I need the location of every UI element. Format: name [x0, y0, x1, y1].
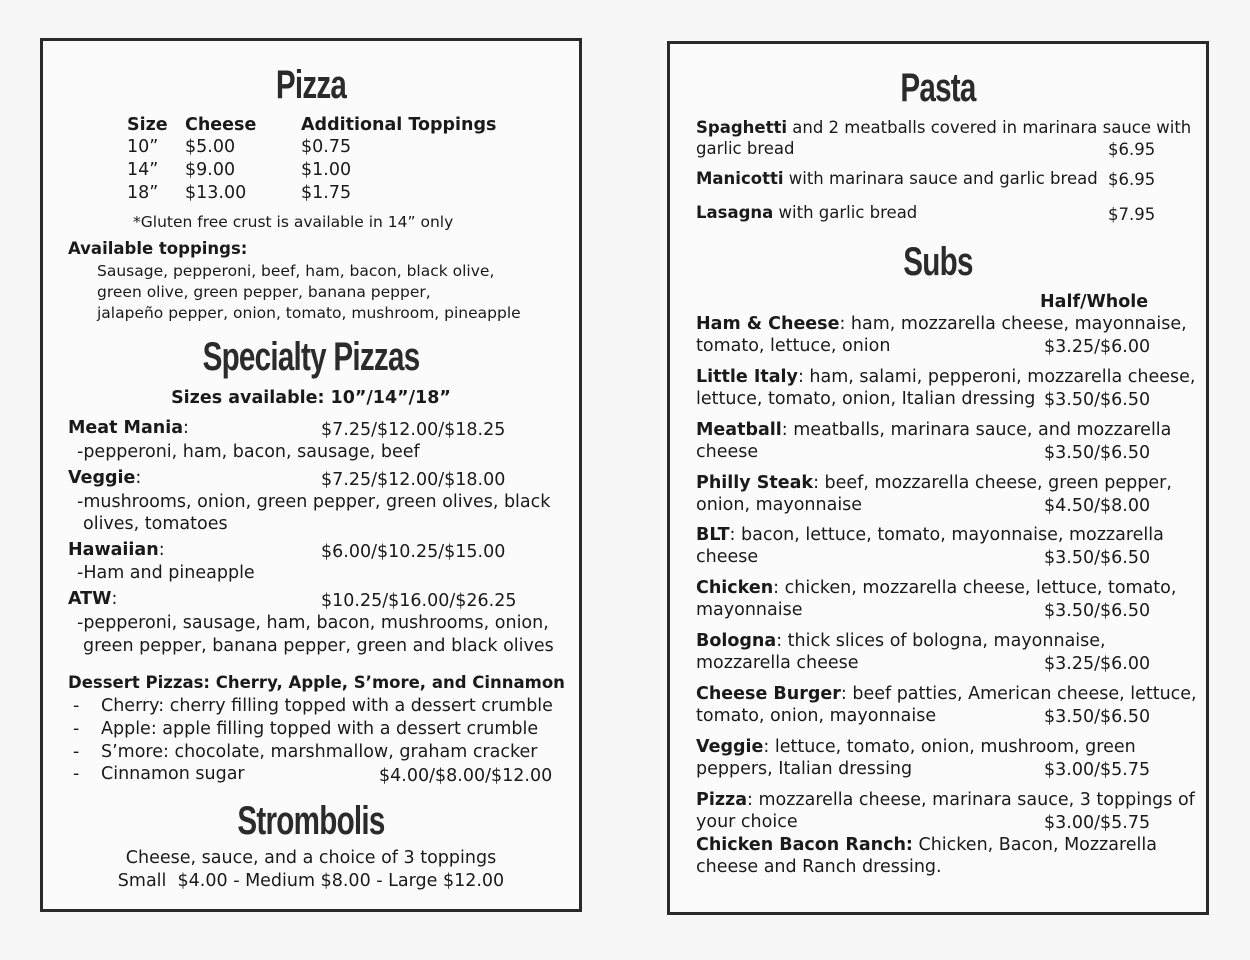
dessert-heading: Dessert Pizzas: Cherry, Apple, S’more, and Cinnamon — [68, 673, 565, 692]
dessert-bullet: - — [73, 742, 80, 762]
item-name: Pizza — [696, 790, 748, 810]
dessert-item: Cherry: cherry filling topped with a dessert crumble — [101, 696, 553, 716]
item-name: Meatball — [696, 420, 782, 440]
sub-item — [696, 630, 1106, 652]
pizza-topping-price: $1.00 — [301, 160, 352, 180]
item-price: $7.95 — [1108, 205, 1156, 224]
item-description: -mushrooms, onion, green pepper, green olives, black — [77, 492, 551, 512]
pizza-cheese-price: $13.00 — [185, 183, 247, 203]
specialty-item: Meat Mania: — [68, 418, 189, 438]
item-price: $3.50/$6.50 — [1044, 390, 1151, 410]
item-description: : bacon, lettuce, tomato, mayonnaise, mozzarella — [729, 525, 1164, 545]
pasta-item — [696, 202, 917, 223]
item-description: peppers, Italian dressing — [696, 759, 913, 779]
item-description: mozzarella cheese — [696, 653, 859, 673]
toppings-heading: Available toppings: — [68, 239, 248, 258]
pasta-item — [696, 117, 1191, 138]
item-price: $7.25/$12.00/$18.00 — [321, 470, 506, 490]
pasta-heading: Pasta — [900, 66, 976, 110]
half-whole-label: Half/Whole — [1040, 292, 1149, 312]
sizes-available: Sizes available: 10”/14”/18” — [171, 388, 451, 408]
pizza-cheese-price: $5.00 — [185, 137, 236, 157]
dessert-bullet: - — [73, 719, 80, 739]
sub-item — [696, 366, 1195, 388]
specialty-heading: Specialty Pizzas — [202, 335, 420, 379]
item-price: $10.25/$16.00/$26.25 — [321, 591, 517, 611]
subs-heading: Subs — [903, 240, 973, 284]
sub-item — [696, 683, 1197, 705]
item-name: Lasagna — [696, 203, 774, 222]
item-price: $3.00/$5.75 — [1044, 760, 1151, 780]
item-description: : chicken, mozzarella cheese, lettuce, tomato, — [773, 578, 1177, 598]
item-description: mayonnaise — [696, 600, 803, 620]
gluten-free-note: *Gluten free crust is available in 14” only — [133, 213, 454, 231]
item-name: Meat Mania — [68, 418, 184, 438]
item-name: Hawaiian — [68, 540, 159, 560]
item-description: with marinara sauce and garlic bread — [783, 169, 1098, 188]
item-name: Manicotti — [696, 169, 784, 188]
toppings-list-line: green olive, green pepper, banana pepper, — [97, 283, 431, 301]
item-description: garlic bread — [696, 139, 795, 158]
pizza-col-toppings: Additional Toppings — [301, 115, 497, 135]
item-description: Chicken, Bacon, Mozzarella — [912, 835, 1157, 855]
item-price: $3.50/$6.50 — [1044, 707, 1151, 727]
item-name: Bologna — [696, 631, 777, 651]
item-name: Philly Steak — [696, 473, 814, 493]
item-price: $3.00/$5.75 — [1044, 813, 1151, 833]
specialty-item: Veggie: — [68, 468, 142, 488]
sub-item — [696, 577, 1176, 599]
dessert-item: Apple: apple filling topped with a dessert crumble — [101, 719, 539, 739]
item-description: your choice — [696, 812, 798, 832]
item-description: cheese — [696, 442, 759, 462]
pizza-size: 18” — [127, 183, 159, 203]
sub-item — [696, 834, 1157, 856]
item-price: $6.95 — [1108, 140, 1156, 159]
item-description: : ham, salami, pepperoni, mozzarella cheese, — [797, 367, 1196, 387]
item-description: onion, mayonnaise — [696, 495, 863, 515]
strombolis-description: Cheese, sauce, and a choice of 3 toppings — [125, 848, 497, 868]
item-name: ATW — [68, 589, 112, 609]
item-name: Veggie — [68, 468, 136, 488]
item-name: Little Italy — [696, 367, 798, 387]
item-description: : beef patties, American cheese, lettuce, — [840, 684, 1197, 704]
dessert-item: Cinnamon sugar — [101, 764, 245, 784]
item-name: Veggie — [696, 737, 764, 757]
pasta-item — [696, 168, 1098, 189]
item-name: Spaghetti — [696, 118, 788, 137]
item-description: : thick slices of bologna, mayonnaise, — [776, 631, 1106, 651]
item-name: Cheese Burger — [696, 684, 841, 704]
item-description: -Ham and pineapple — [77, 563, 255, 583]
item-description: : beef, mozzarella cheese, green pepper, — [813, 473, 1172, 493]
item-description: tomato, onion, mayonnaise — [696, 706, 937, 726]
toppings-list-line: jalapeño pepper, onion, tomato, mushroom, pineapple — [97, 304, 521, 322]
item-name: Ham & Cheese — [696, 314, 840, 334]
item-price: $3.50/$6.50 — [1044, 443, 1151, 463]
pizza-col-size: Size — [127, 115, 168, 135]
item-description: -pepperoni, sausage, ham, bacon, mushrooms, onion, — [77, 613, 549, 633]
sub-item — [696, 736, 1136, 758]
dessert-bullet: - — [73, 764, 80, 784]
dessert-item: S’more: chocolate, marshmallow, graham cracker — [101, 742, 538, 762]
sub-item — [696, 472, 1172, 494]
item-description: green pepper, banana pepper, green and black olives — [83, 636, 554, 656]
pizza-col-cheese: Cheese — [185, 115, 257, 135]
item-price: $4.50/$8.00 — [1044, 496, 1151, 516]
item-description: : mozzarella cheese, marinara sauce, 3 toppings of — [747, 790, 1195, 810]
item-price: $6.00/$10.25/$15.00 — [321, 542, 506, 562]
item-description: : ham, mozzarella cheese, mayonnaise, — [839, 314, 1187, 334]
item-description: cheese and Ranch dressing. — [696, 857, 942, 877]
item-price: $3.25/$6.00 — [1044, 337, 1151, 357]
sub-item — [696, 313, 1187, 335]
toppings-list-line: Sausage, pepperoni, beef, ham, bacon, black olive, — [97, 262, 495, 280]
item-description: olives, tomatoes — [83, 514, 228, 534]
sub-item — [696, 789, 1195, 811]
pizza-size: 10” — [127, 137, 159, 157]
item-price: $7.25/$12.00/$18.25 — [321, 420, 506, 440]
item-price: $6.95 — [1108, 170, 1156, 189]
specialty-item: Hawaiian: — [68, 540, 165, 560]
item-description: : lettuce, tomato, onion, mushroom, green — [763, 737, 1136, 757]
item-description: cheese — [696, 547, 759, 567]
item-name: BLT — [696, 525, 730, 545]
dessert-price: $4.00/$8.00/$12.00 — [379, 766, 553, 786]
pizza-topping-price: $1.75 — [301, 183, 352, 203]
item-description: with garlic bread — [773, 203, 918, 222]
item-name: Chicken — [696, 578, 774, 598]
pizza-heading: Pizza — [275, 63, 347, 107]
item-description: lettuce, tomato, onion, Italian dressing — [696, 389, 1036, 409]
specialty-item: ATW: — [68, 589, 118, 609]
dessert-bullet: - — [73, 696, 80, 716]
item-description: and 2 meatballs covered in marinara sauce with — [787, 118, 1192, 137]
pizza-cheese-price: $9.00 — [185, 160, 236, 180]
left-menu-panel — [40, 38, 582, 912]
sub-item — [696, 419, 1171, 441]
item-price: $3.50/$6.50 — [1044, 548, 1151, 568]
right-menu-panel — [667, 41, 1209, 915]
item-name: Chicken Bacon Ranch: — [696, 835, 913, 855]
pizza-size: 14” — [127, 160, 159, 180]
item-description: : meatballs, marinara sauce, and mozzarella — [781, 420, 1172, 440]
item-description: -pepperoni, ham, bacon, sausage, beef — [77, 442, 420, 462]
pizza-topping-price: $0.75 — [301, 137, 352, 157]
sub-item — [696, 524, 1164, 546]
item-price: $3.50/$6.50 — [1044, 601, 1151, 621]
strombolis-prices: Small $4.00 - Medium $8.00 - Large $12.00 — [117, 871, 505, 891]
strombolis-heading: Strombolis — [237, 799, 385, 843]
item-description: tomato, lettuce, onion — [696, 336, 891, 356]
item-price: $3.25/$6.00 — [1044, 654, 1151, 674]
